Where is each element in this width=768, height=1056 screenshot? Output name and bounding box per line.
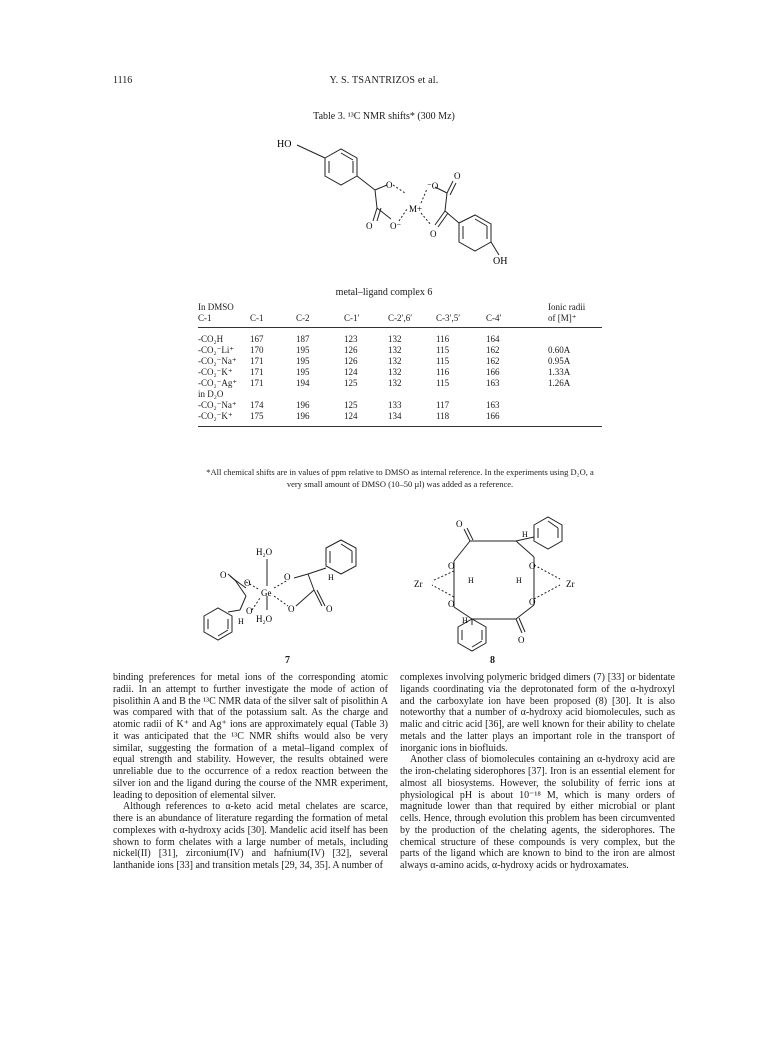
table-row: -CO₂⁻K⁺ 171 195 124 132 116 166 1.33A: [198, 367, 571, 377]
table-footnote: *All chemical shifts are in values of ppm relative to DMSO as internal reference. In the experiments using D₂O, a very small amount of DMSO (10–50 µl) was added as a reference.: [206, 467, 594, 489]
table-row: -CO₂⁻Ag⁺ 171 194 125 132 115 163 1.26A: [198, 378, 571, 388]
hydroxyl-label-bottom: OH: [493, 256, 508, 267]
left-column: [113, 672, 388, 872]
svg-text:O: O: [518, 635, 525, 645]
table-caption: Table 3. ¹³C NMR shifts* (300 Mz): [313, 111, 455, 122]
hydroxyl-label-top: HO: [277, 139, 292, 150]
table-row: -CO₂⁻K⁺ 175 196 124 134 118 166: [198, 411, 500, 421]
paragraph: binding preferences for metal ions of the corresponding atomic radii. In an attempt to further investigate the mode of action of pisolithin A and B the ¹³C NMR data of the silver salt of pisolithin A was compared with that of the potassium salt. As the charge and atomic radii of K⁺ and Ag⁺ ions are approximately equal (Table 3) it was anticipated that the ¹³C NMR shifts would also be very similar, suggesting the formation of a metal–ligand complex of equal strength and stability. However, the results obtained were unreliable due to the occurrence of a redox reaction between the silver ion and the ligand during the course of the NMR experiment, leading to deposition of elemental silver.: [113, 672, 388, 801]
column-header: C-1: [250, 313, 264, 323]
nmr-shift-table: [198, 302, 602, 430]
germanium-label: Ge: [261, 588, 272, 598]
svg-text:O: O: [448, 561, 455, 571]
column-header: C-4′: [486, 313, 502, 323]
column-header: C-1′: [344, 313, 360, 323]
water-top-label: H₂O: [256, 547, 273, 557]
h-label-7-left: H: [238, 617, 244, 626]
compound-7-structure: [200, 540, 385, 655]
paragraph: complexes involving polymeric bridged dimers (7) [33] or bidentate ligands coordinating via the deprotonated form of the α-hydroxyl and the carboxylate ion have been proposed (8) [30]. It is also noteworthy that a number of α-hydroxy acid biomolecules, such as malic and citric acid [36], are well known for their ability to chelate metals and the latter plays an important role in the transport of inorganic ions in biofluids.: [400, 672, 675, 754]
ionic-radii-subheader: of [M]⁺: [548, 313, 577, 323]
svg-text:O: O: [386, 180, 393, 190]
table-row: -CO₂⁻Na⁺ 174 196 125 133 117 163: [198, 400, 500, 410]
column-header: C-2: [296, 313, 310, 323]
h-label-8-top: H: [522, 530, 528, 539]
table-row: -CO₂⁻Na⁺ 171 195 126 132 115 162 0.95A: [198, 356, 571, 366]
zirconium-right-label: Zr: [566, 579, 575, 589]
svg-text:O: O: [448, 599, 455, 609]
complex-6-structure: [255, 133, 508, 285]
h-label-7-right: H: [328, 573, 334, 582]
solvent-header: In DMSO: [198, 302, 234, 312]
svg-text:O: O: [326, 604, 333, 614]
svg-text:O⁻: O⁻: [390, 221, 402, 231]
svg-text:O: O: [456, 519, 463, 529]
water-bottom-label: H₂O: [256, 614, 273, 624]
column-header: C-3′,5′: [436, 313, 461, 323]
compound-7-label: 7: [285, 655, 290, 666]
paragraph: Although references to α-keto acid metal chelates are scarce, there is an abundance of literature regarding the formation of metal complexes with α-hydroxy acids [30]. Mandelic acid itself has been shown to form chelates with a large number of metals, including nickel(II) [31], zirconium(IV) and hafnium(IV) [32], several lanthanide ions [33] and transition metals [29, 34, 35]. A number of: [113, 801, 388, 871]
svg-text:O: O: [430, 229, 437, 239]
svg-text:O: O: [220, 570, 227, 580]
svg-text:O: O: [284, 572, 291, 582]
running-head: Y. S. TSANTRIZOS et al.: [329, 75, 439, 86]
svg-text:O: O: [288, 604, 295, 614]
metal-label: M+: [409, 204, 423, 214]
svg-text:O: O: [454, 171, 461, 181]
table-row: -CO₂⁻Li⁺ 170 195 126 132 115 162 0.60A: [198, 345, 571, 355]
svg-text:⁻O: ⁻O: [427, 181, 439, 191]
svg-text:O: O: [246, 606, 253, 616]
d2o-label-row: in D₂O: [198, 389, 224, 399]
right-column: [400, 672, 675, 872]
h-label-8-bottom: H: [462, 616, 468, 625]
ionic-radii-header: Ionic radii: [548, 302, 586, 312]
paragraph: Another class of biomolecules containing an α-hydroxy acid are the iron-chelating siderophores [37]. Iron is an essential element for almost all biosystems. However, the solubility of ferric ions at physiological pH is about 10⁻¹⁸ M, which is many orders of magnitude lower than that required by either microbial or plant cells. Hence, through evolution this problem has been circumvented by the production of the chelating agents, the siderophores. The chemical structure of these compounds is very complex, but the parts of the ligand which are known to bind to the iron are almost always α-amino acids, α-hydroxy acids or hydroxamates.: [400, 754, 675, 871]
svg-text:O: O: [529, 561, 536, 571]
h-label-8-inner-right: H: [516, 576, 522, 585]
svg-text:O: O: [366, 221, 373, 231]
table-row: -CO₂H 167 187 123 132 116 164: [198, 334, 500, 344]
compound-8-structure: [410, 515, 600, 650]
column-header: C-2′,6′: [388, 313, 413, 323]
h-label-8-inner-left: H: [468, 576, 474, 585]
complex-label: metal–ligand complex 6: [335, 287, 433, 298]
svg-text:O: O: [529, 597, 536, 607]
zirconium-left-label: Zr: [414, 579, 423, 589]
carbon-header: C-1: [198, 313, 212, 323]
page-number: 1116: [113, 75, 133, 86]
compound-8-label: 8: [490, 655, 495, 666]
svg-text:O: O: [244, 578, 251, 588]
